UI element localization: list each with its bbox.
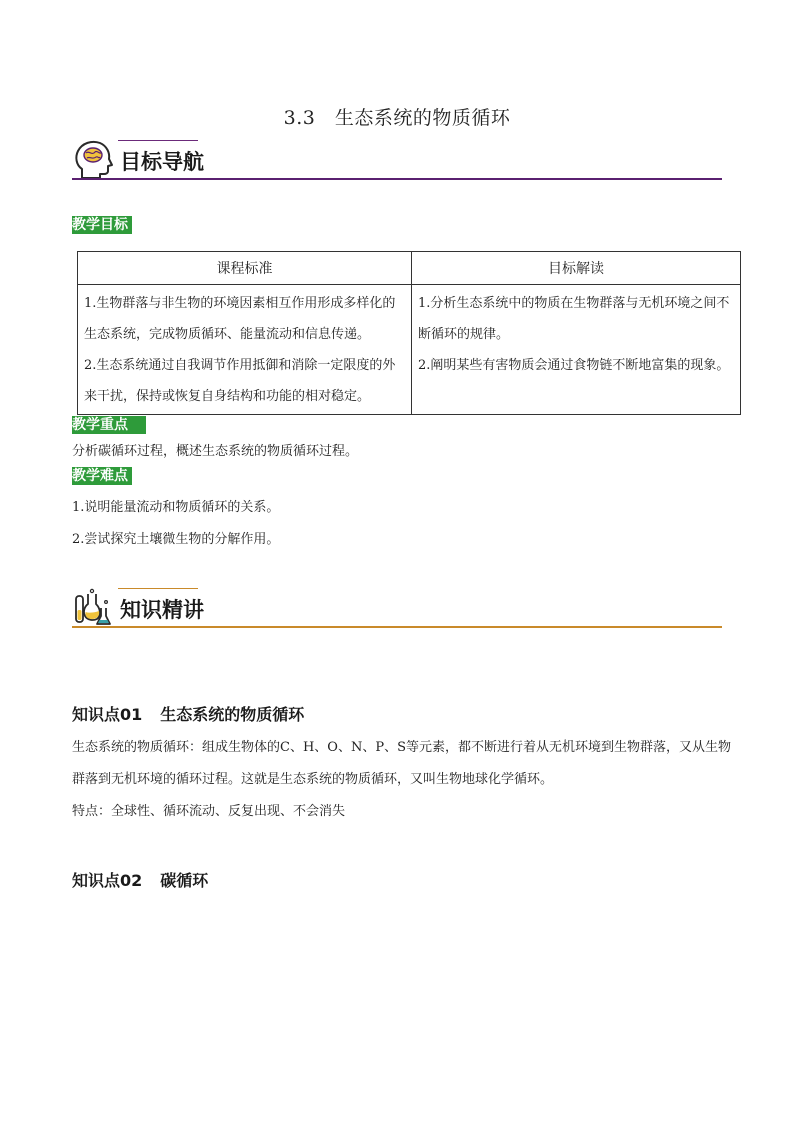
- table-cell-standards: [78, 285, 412, 415]
- table-cell-interpretations: [412, 285, 741, 415]
- table-header-row: [78, 252, 741, 285]
- table-header-interpretation: 目标解读: [412, 252, 741, 285]
- knowledge-point-name: 碳循环: [160, 871, 209, 890]
- section-title-knowledge: 知识精讲: [120, 598, 204, 622]
- tag-focus: 教学重点: [72, 416, 146, 434]
- head-brain-icon: [72, 138, 116, 182]
- standard-item: 2.生态系统通过自我调节作用抵御和消除一定限度的外来干扰，保持或恢复自身结构和功能的相对稳定。: [84, 358, 396, 404]
- interpretation-item: 1.分析生态系统中的物质在生物群落与无机环境之间不断循环的规律。: [418, 296, 730, 342]
- table-header-standard: 课程标准: [78, 252, 412, 285]
- interpretation-item: 2.阐明某些有害物质会通过食物链不断地富集的现象。: [418, 358, 730, 373]
- knowledge-features: 特点：全球性、循环流动、反复出现、不会消失: [72, 804, 346, 819]
- section-header-knowledge: [72, 586, 722, 632]
- knowledge-definition: 生态系统的物质循环：组成生物体的C、H、O、N、P、S等元素，都不断进行着从无机环境到生物群落，又从生物群落到无机环境的循环过程。这就是生态系统的物质循环，又叫生物地球化学循环。: [72, 740, 731, 787]
- page-title: 3.3 生态系统的物质循环: [283, 107, 511, 129]
- goals-table: [77, 251, 741, 415]
- table-row: [78, 285, 741, 415]
- difficulty-item: 1.说明能量流动和物质循环的关系。: [72, 500, 280, 515]
- knowledge-point-name: 生态系统的物质循环: [160, 705, 305, 724]
- focus-text: 分析碳循环过程，概述生态系统的物质循环过程。: [72, 444, 359, 459]
- knowledge-point-number: 知识点01: [72, 705, 143, 724]
- knowledge-point-title: [72, 702, 304, 725]
- knowledge-point-title: [72, 868, 208, 891]
- standard-item: 1.生物群落与非生物的环境因素相互作用形成多样化的生态系统，完成物质循环、能量流动和信息传递。: [84, 296, 396, 342]
- section-title-goals: 目标导航: [120, 150, 204, 174]
- section-header-goals: [72, 138, 722, 184]
- lab-flask-icon: [72, 586, 116, 630]
- knowledge-point-number: 知识点02: [72, 871, 143, 890]
- tag-difficulty: 教学难点: [72, 467, 132, 485]
- difficulty-item: 2.尝试探究土壤微生物的分解作用。: [72, 532, 280, 547]
- tag-objectives: 教学目标: [72, 216, 132, 234]
